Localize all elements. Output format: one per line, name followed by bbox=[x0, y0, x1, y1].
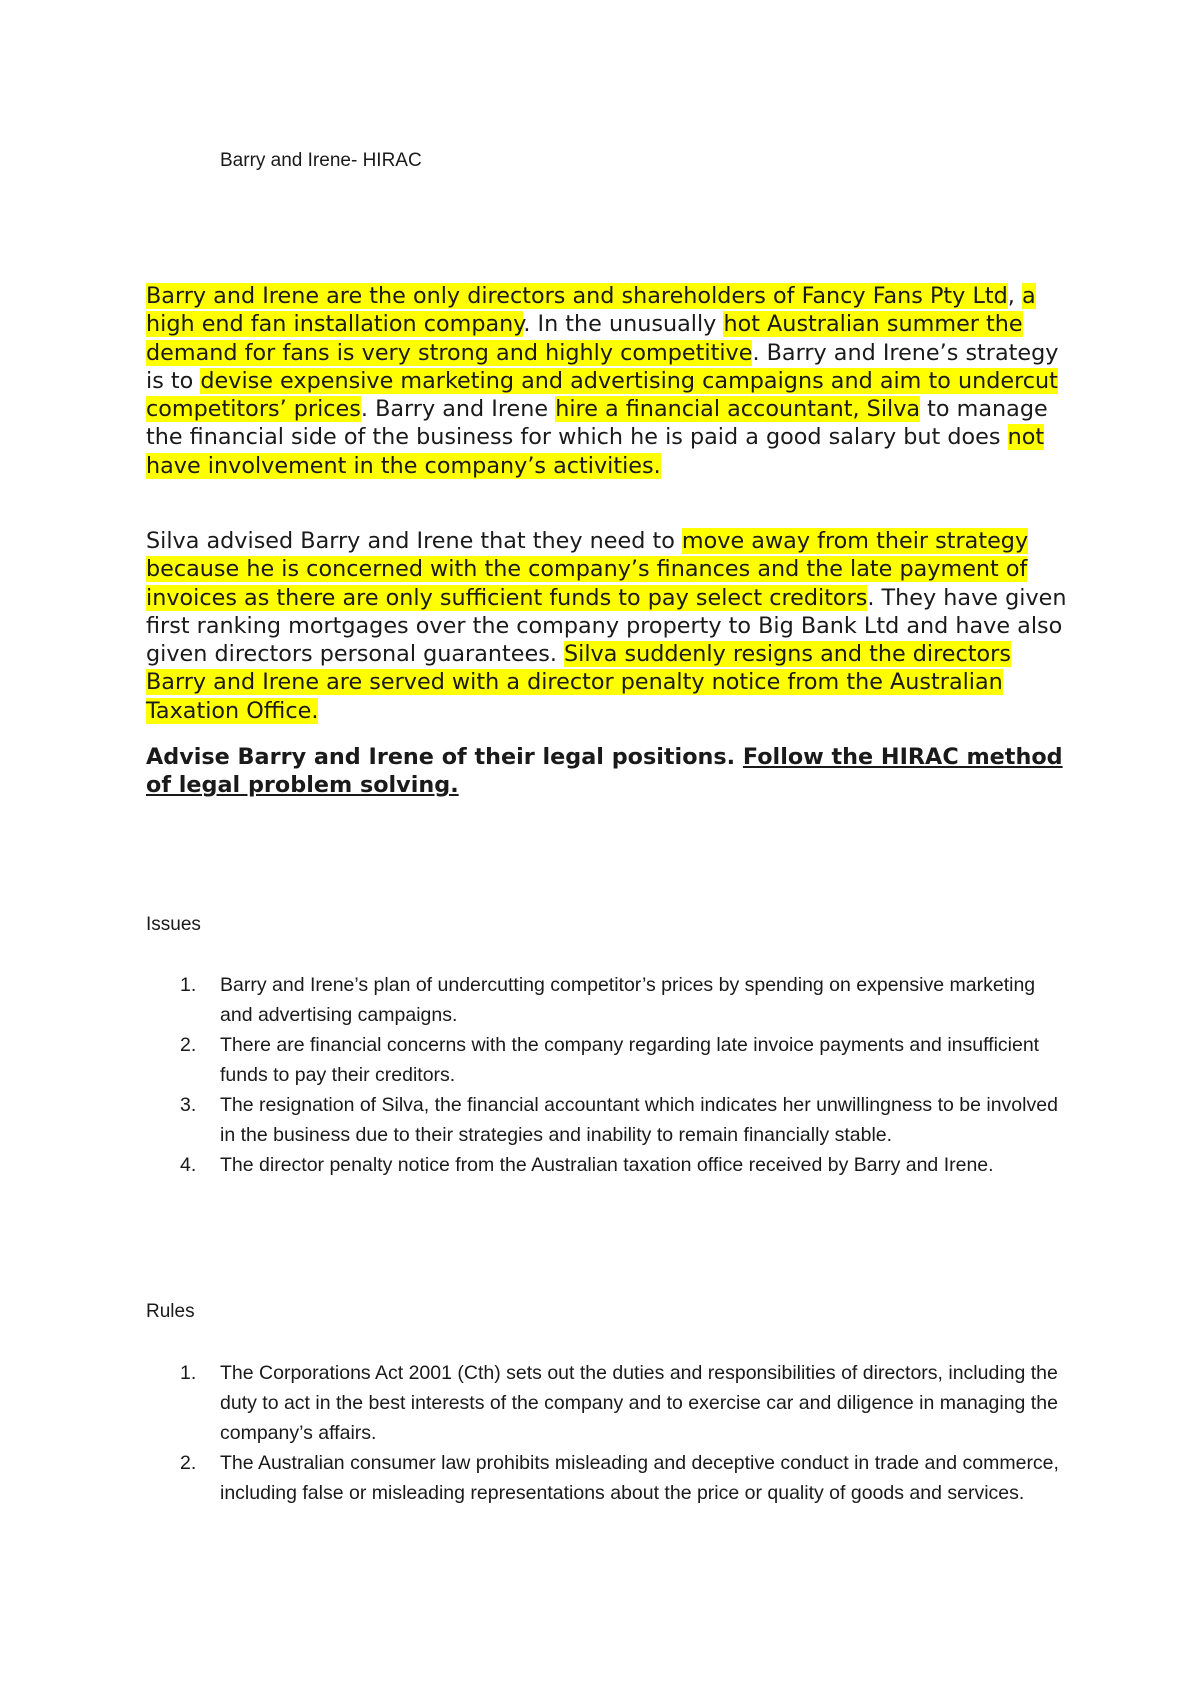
paragraph-text: . Barry and Irene bbox=[360, 396, 556, 423]
issue-item bbox=[180, 1030, 1070, 1090]
issue-number: 2. bbox=[180, 1034, 197, 1056]
scenario-paragraph-1 bbox=[146, 282, 1076, 480]
issue-item bbox=[180, 1150, 1070, 1180]
issue-number: 3. bbox=[180, 1094, 197, 1116]
rule-number: 1. bbox=[180, 1362, 197, 1384]
paragraph-text: Silva advised Barry and Irene that they need to bbox=[146, 528, 682, 554]
rule-item bbox=[180, 1448, 1070, 1508]
highlighted-text: a bbox=[1021, 283, 1036, 309]
question-text: Advise Barry and Irene of their legal positions. bbox=[146, 744, 743, 770]
question-underlined-text: Follow the HIRAC method of legal problem solving. bbox=[146, 744, 1063, 799]
paragraph-text: . In the unusually bbox=[523, 311, 724, 338]
issues-list bbox=[180, 970, 1070, 1180]
rule-text: The Australian consumer law prohibits misleading and deceptive conduct in trade and commerce, including false or misleading representations about the price or quality of goods and services. bbox=[220, 1452, 1059, 1504]
scenario-paragraph-2 bbox=[146, 527, 1076, 725]
issue-number: 1. bbox=[180, 974, 197, 996]
highlighted-text: Barry and Irene are the only directors and shareholders of Fancy Fans Pty Ltd bbox=[146, 283, 1008, 309]
issues-heading: Issues bbox=[146, 914, 201, 935]
issue-item bbox=[180, 970, 1070, 1030]
rules-heading: Rules bbox=[146, 1301, 195, 1322]
highlighted-text: hire a financial accountant, Silva bbox=[555, 396, 921, 423]
rule-number: 2. bbox=[180, 1452, 197, 1474]
document-title: Barry and Irene- HIRAC bbox=[220, 150, 422, 171]
issue-text: There are financial concerns with the company regarding late invoice payments and insufficient funds to pay their creditors. bbox=[220, 1034, 1040, 1086]
rule-item bbox=[180, 1358, 1070, 1448]
issue-text: Barry and Irene’s plan of undercutting competitor’s prices by spending on expensive marketing and advertising campaigns. bbox=[220, 974, 1036, 1026]
issue-number: 4. bbox=[180, 1154, 197, 1176]
highlighted-text: high end fan installation company bbox=[146, 311, 524, 338]
rules-list bbox=[180, 1358, 1070, 1508]
highlighted-text: move away from their strategy because he is concerned with the company’s finances and the late payment of invoices as there are only sufficient funds to pay select creditors bbox=[146, 528, 1029, 611]
highlighted-text: devise expensive marketing and advertising campaigns and aim to undercut competitors’ prices bbox=[146, 367, 1058, 423]
paragraph-text: . They have given first ranking mortgages over the company property to Big Bank Ltd and have also given directors personal guarantees. bbox=[146, 584, 1067, 668]
paragraph-text: , bbox=[1007, 283, 1022, 309]
issue-text: The director penalty notice from the Australian taxation office received by Barry and Irene. bbox=[220, 1154, 994, 1176]
highlighted-text: not have involvement in the company’s activities. bbox=[146, 424, 1045, 479]
issue-item bbox=[180, 1090, 1070, 1150]
paragraph-text: to manage the financial side of the business for which he is paid a good salary but does bbox=[146, 396, 1048, 451]
rule-text: The Corporations Act 2001 (Cth) sets out the duties and responsibilities of directors, including the duty to act in the best interests of the company and to exercise car and diligence in managing the company’s affairs. bbox=[220, 1362, 1058, 1444]
highlighted-text: hot Australian summer the demand for fans is very strong and highly competitive bbox=[146, 311, 1023, 366]
paragraph-text: . Barry and Irene’s strategy is to bbox=[146, 339, 1059, 394]
highlighted-text: Silva suddenly resigns and the directors Barry and Irene are served with a director penalty notice from the Australian Taxation Office. bbox=[146, 641, 1011, 724]
issue-text: The resignation of Silva, the financial accountant which indicates her unwillingness to be involved in the business due to their strategies and inability to remain financially stable. bbox=[220, 1094, 1058, 1146]
question-prompt bbox=[146, 743, 1076, 800]
